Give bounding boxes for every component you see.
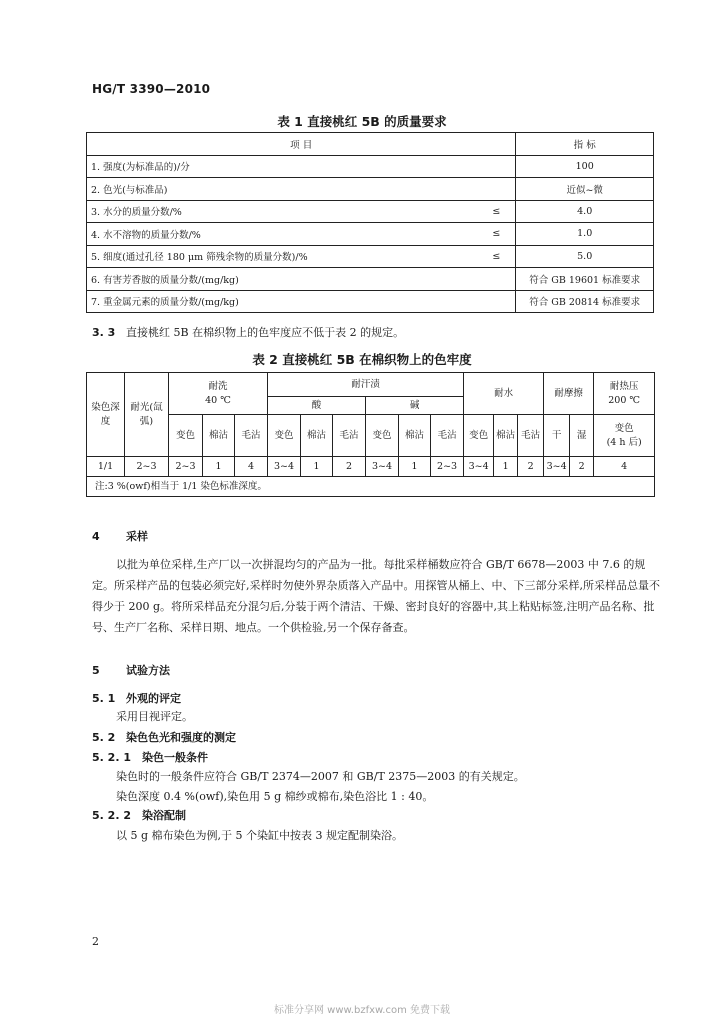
- section-number: 4: [92, 530, 100, 543]
- section-number: 5. 2. 1: [92, 751, 131, 764]
- header-change: 变色: [464, 415, 494, 457]
- row-item: 1. 强度(为标准品的)/分: [87, 155, 478, 178]
- header-cotton: 棉沾: [494, 415, 518, 457]
- cell: 3~4: [366, 457, 399, 477]
- cell: 3~4: [268, 457, 301, 477]
- table2-color-fastness: [86, 372, 655, 497]
- table-header-row: [87, 373, 655, 397]
- row-value: 符合 GB 19601 标准要求: [516, 268, 654, 291]
- clause-number: 3. 3: [92, 326, 116, 339]
- section-5-2-1-text1: 染色时的一般条件应符合 GB/T 2374—2007 和 GB/T 2375—2003 的有关规定。: [116, 770, 525, 783]
- header-wool: 毛沾: [431, 415, 464, 457]
- row-value: 4.0: [516, 200, 654, 223]
- header-wool: 毛沾: [333, 415, 366, 457]
- cell: 1: [494, 457, 518, 477]
- cell: 1/1: [87, 457, 125, 477]
- cell: 4: [594, 457, 655, 477]
- section-5-2-heading: [92, 727, 662, 748]
- header-change: 变色: [268, 415, 301, 457]
- section-5-2-1-heading: [92, 747, 662, 768]
- table-row: [87, 223, 654, 246]
- row-item: 6. 有害芳香胺的质量分数/(mg/kg): [87, 268, 478, 291]
- section-4-text: 以批为单位采样,生产厂以一次拼混均匀的产品为一批。每批采样桶数应符合 GB/T 6678—2003 中 7.6 的规定。所采样产品的包装必须完好,采样时勿使外界杂质落入产品中。用探管从桶上、中、下三部分采样,所采样品总量不得少于 200 g。将所采样品充分混匀后,分装于两个清洁、干燥、密封良好的容器中,其上粘贴标签,注明产品名称、批号、生产厂名称、采样日期、地点。一个供检验,另一个保存备查。: [92, 558, 660, 634]
- row-item: 2. 色光(与标准品): [87, 178, 478, 201]
- row-symbol: ≤: [477, 223, 516, 246]
- clause-text: 直接桃红 5B 在棉织物上的色牢度应不低于表 2 的规定。: [126, 326, 405, 339]
- cell: 1: [399, 457, 431, 477]
- table-row: [87, 200, 654, 223]
- table-row: [87, 290, 654, 313]
- row-item: 5. 细度(通过孔径 180 μm 筛残余物的质量分数)/%: [87, 245, 478, 268]
- table-note-row: [87, 477, 655, 497]
- row-symbol: ≤: [477, 245, 516, 268]
- header-dry: 干: [544, 415, 570, 457]
- header-wash: 耐洗 40 ℃: [169, 373, 268, 415]
- clause-3-3: [92, 322, 662, 343]
- header-change: 变色: [366, 415, 399, 457]
- section-number: 5. 1: [92, 692, 116, 705]
- section-number: 5. 2. 2: [92, 809, 131, 822]
- table-note: 注:3 %(owf)相当于 1/1 染色标准深度。: [87, 477, 655, 497]
- section-5-2-2-heading: [92, 805, 662, 826]
- standard-number: HG/T 3390—2010: [92, 82, 211, 96]
- header-cotton: 棉沾: [203, 415, 235, 457]
- cell: 2: [518, 457, 544, 477]
- row-value: 符合 GB 20814 标准要求: [516, 290, 654, 313]
- row-symbol: [477, 268, 516, 291]
- cell: 3~4: [464, 457, 494, 477]
- cell: 3~4: [544, 457, 570, 477]
- section-title: 染浴配制: [142, 809, 186, 822]
- cell: 2: [333, 457, 366, 477]
- row-value: 5.0: [516, 245, 654, 268]
- header-rub: 耐摩擦: [544, 373, 594, 415]
- header-item: 项 目: [87, 133, 516, 156]
- row-item: 3. 水分的质量分数/%: [87, 200, 478, 223]
- section-number: 5: [92, 664, 100, 677]
- section-4-heading: [92, 526, 662, 547]
- table2-caption: 表 2 直接桃红 5B 在棉织物上的色牢度: [252, 352, 472, 367]
- table-row: [87, 245, 654, 268]
- header-wool: 毛沾: [235, 415, 268, 457]
- section-title: 外观的评定: [126, 692, 181, 705]
- header-wool: 毛沾: [518, 415, 544, 457]
- row-symbol: [477, 178, 516, 201]
- section-5-1-text: 采用目视评定。: [116, 710, 193, 723]
- cell: 2~3: [431, 457, 464, 477]
- section-number: 5. 2: [92, 731, 116, 744]
- section-title: 染色色光和强度的测定: [126, 731, 236, 744]
- section-5-2-2-text: 以 5 g 棉布染色为例,于 5 个染缸中按表 3 规定配制染浴。: [116, 829, 404, 842]
- row-symbol: [477, 290, 516, 313]
- row-symbol: [477, 155, 516, 178]
- table-row: [87, 268, 654, 291]
- table-header-row: [87, 415, 655, 457]
- table-row: [87, 178, 654, 201]
- header-water: 耐水: [464, 373, 544, 415]
- footer-watermark: 标准分享网 www.bzfxw.com 免费下载: [274, 1005, 450, 1016]
- section-title: 染色一般条件: [142, 751, 208, 764]
- table-row: [87, 457, 655, 477]
- header-alkali: 碱: [366, 397, 464, 415]
- cell: 1: [301, 457, 333, 477]
- header-sweat: 耐汗渍: [268, 373, 464, 397]
- header-hot-change: 变色 (4 h 后): [594, 415, 655, 457]
- row-symbol: ≤: [477, 200, 516, 223]
- header-cotton: 棉沾: [301, 415, 333, 457]
- section-5-heading: [92, 660, 662, 681]
- cell: 1: [203, 457, 235, 477]
- page-number: 2: [92, 935, 99, 948]
- section-title: 采样: [126, 530, 148, 543]
- row-item: 4. 水不溶物的质量分数/%: [87, 223, 478, 246]
- row-value: 近似~微: [516, 178, 654, 201]
- row-value: 1.0: [516, 223, 654, 246]
- table1-caption: 表 1 直接桃红 5B 的质量要求: [277, 114, 447, 129]
- cell: 2~3: [125, 457, 169, 477]
- cell: 2~3: [169, 457, 203, 477]
- table1-quality-requirements: [86, 132, 654, 313]
- header-index: 指 标: [516, 133, 654, 156]
- header-cotton: 棉沾: [399, 415, 431, 457]
- header-depth: 染色深度: [87, 373, 125, 457]
- table-row: [87, 155, 654, 178]
- table-header-row: [87, 133, 654, 156]
- header-light: 耐光(氙弧): [125, 373, 169, 457]
- row-value: 100: [516, 155, 654, 178]
- cell: 4: [235, 457, 268, 477]
- header-wet: 湿: [570, 415, 594, 457]
- section-5-2-1-text2: 染色深度 0.4 %(owf),染色用 5 g 棉纱或棉布,染色浴比 1 : 40。: [116, 790, 434, 803]
- header-acid: 酸: [268, 397, 366, 415]
- row-item: 7. 重金属元素的质量分数/(mg/kg): [87, 290, 478, 313]
- cell: 2: [570, 457, 594, 477]
- header-hot-press: 耐热压 200 ℃: [594, 373, 655, 415]
- section-title: 试验方法: [126, 664, 170, 677]
- header-change: 变色: [169, 415, 203, 457]
